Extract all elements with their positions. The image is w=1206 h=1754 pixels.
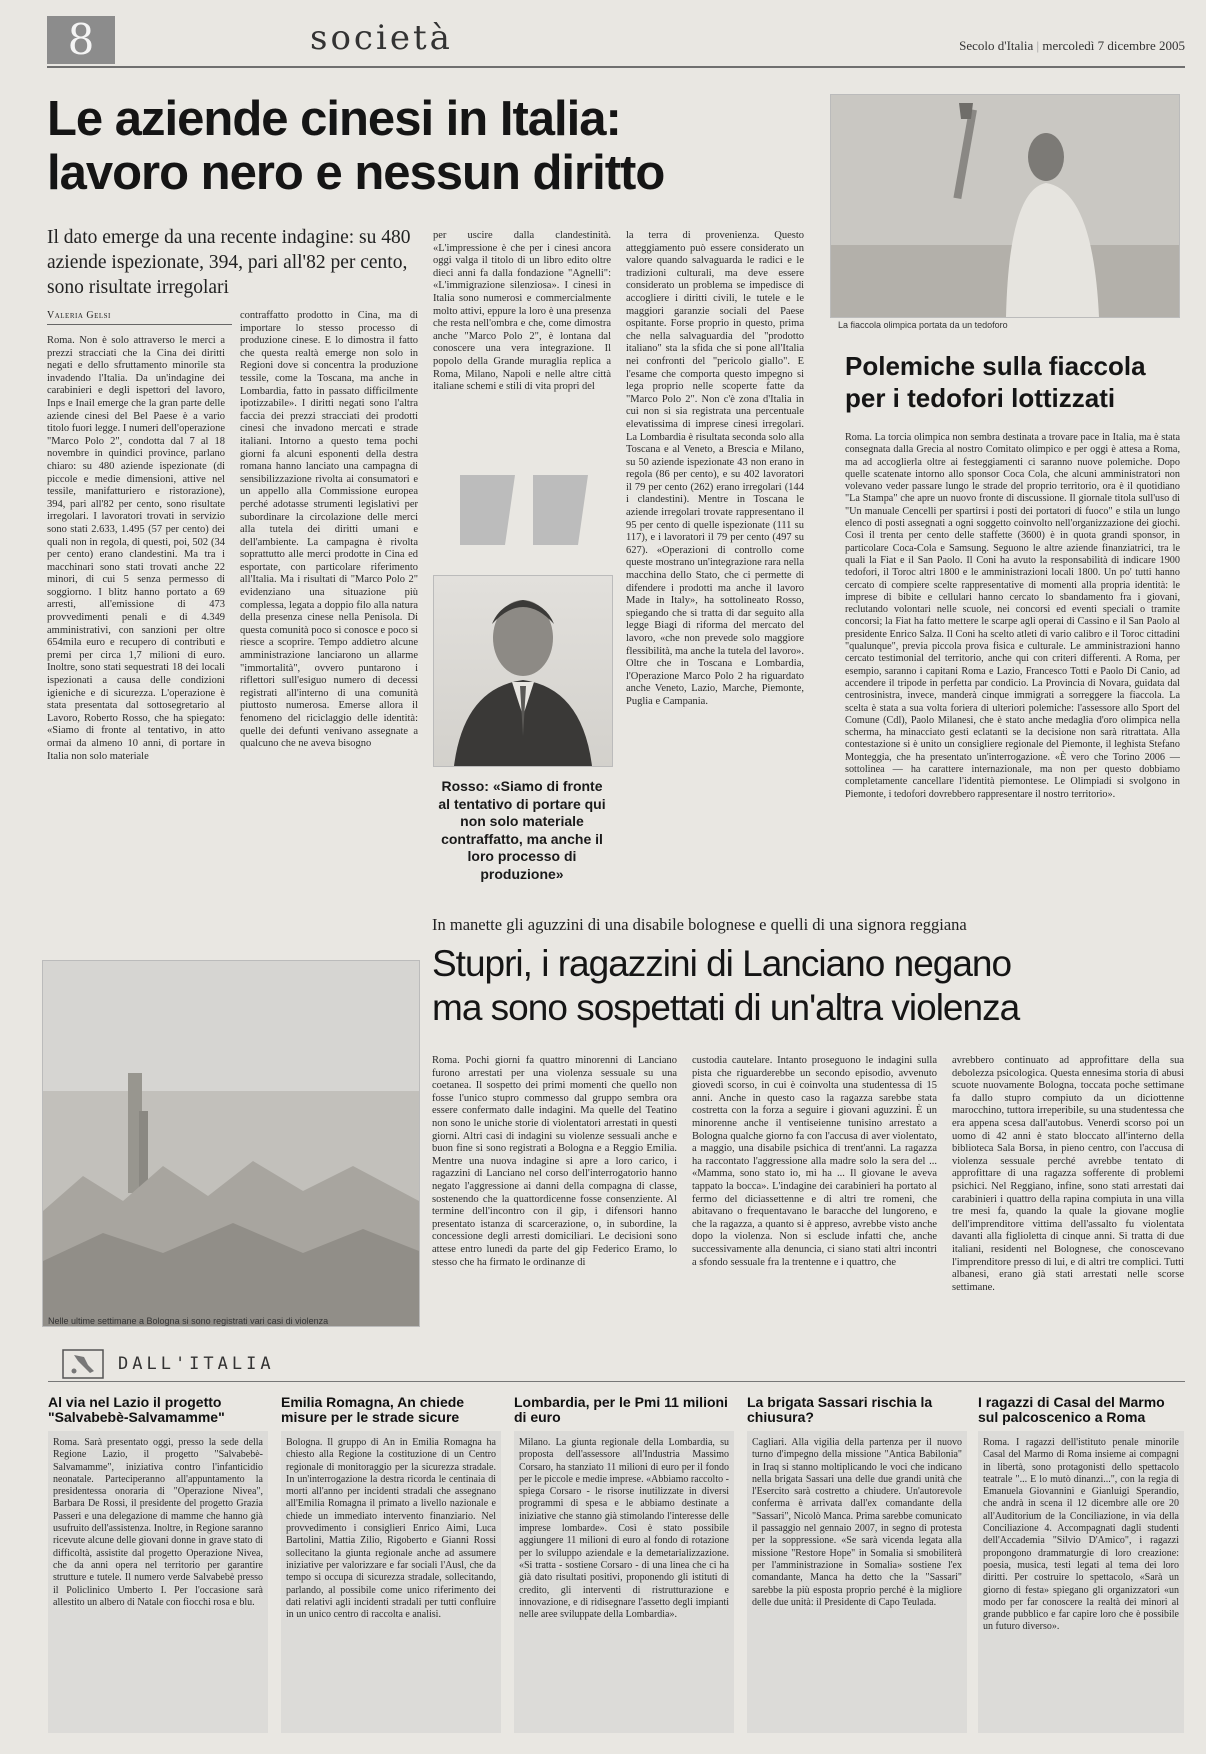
italy-map-icon [62, 1349, 104, 1383]
quote-mark-icon [455, 470, 605, 550]
brief-title: Lombardia, per le Pmi 11 milioni di euro [514, 1394, 728, 1425]
article2-column-1: Roma. Pochi giorni fa quattro minorenni di Lanciano furono arrestati per una violenza sessuale su una coetanea. Il sospetto dei primi momenti che quello non fosse l'unico stupro commesso dal gruppo sembra ora essere confermato dalle indagini. Ma quelle del Teatino non sono le uniche storie di violentatori arrestati in questi giorni. Altri casi di indagini su violenze sessuali anche e buon fine si sono registrati a Bologna e a Reggio Emilia. Mentre una nuova indagine si apre a loro carico, i ragazzini di Lanciano nel corso dell'interrogatorio hanno negato l'aggressione ai danni della compagna di classe, sostenendo che la quattordicenne fosse consenziente. Al termine dell'incontro con il gip, i difensori hanno presentato istanza di scarcerazione, o, in subordine, la concessione degli arresti domiciliari. Le decisioni sono attese entro lunedì da parte del gip Federico Eramo, lo stesso che ha firmato le ordinanze di [432, 1055, 677, 1268]
article1-column-4: la terra di provenienza. Questo atteggiamento può essere considerato un valore quando salvaguarda le radici e le tradizioni culturali, ma deve essere considerato un problema se impedisce di accogliere i diritti civili, le tutele e le maggiori garanzie sociali del Paese ospitante. Forse proprio in questo, prima che nella salvaguardia del "prodotto italiano" sta la sfida che si pone all'Italia nei confronti del "pericolo giallo". E l'esame che comporta questo impegno si lega proprio nelle scoperte fatte da "Marco Polo 2". Non c'è zona d'Italia in cui non si sia registrata una percentuale elevatissima di imprese cinesi irregolari. La Lombardia è risultata seconda solo alla Toscana e al Veneto, a Brescia e Milano, su 50 aziende ispezionate 43 non erano in regola (86 per cento), e su 402 lavoratori il 79 per cento (262) erano irregolari (144 i clandestini). Mentre in Toscana le aziende irregolari trovate rappresentano il 95 per cento di quelle ispezionate (111 su 117), e i lavoratori il 79 per cento (497 su 627). «Operazioni di controllo come queste mostrano un'integrazione rara nella macchina dello Stato, che ci permette di difendere i prodotti ma anche il lavoro Made in Italy», ha sottolineato Rosso, spiegando che si tratta di dar seguito alla legge Biagi di riforma del mercato del lavoro, «che non prevede solo maggiore flessibilità, ma anche la tutela del lavoro». Oltre che in Toscana e Lombardia, l'Operazione Marco Polo 2 ha riguardato anche Veneto, Lazio, Marche, Piemonte, Puglia e Campania. [626, 230, 804, 707]
portrait-photo [433, 575, 613, 767]
brief-text: Cagliari. Alla vigilia della partenza per il nuovo turno d'impegno della missione "Antica Babilonia" in Iraq si stanno moltiplicando le voci che indicano nella brigata Sassari una delle due grandi unità che l'Esercito sarà costretto a chiudere. Un'autorevole conferma è arrivata dall'ex comandante della "Sassari", Nicolò Manca. Prima sarebbe comunicato il passaggio nel gennaio 2007, in segno di protesta per la soppressione. «Se sarà vicenda legata alla missione "Restore Hope" in Somalia si smobiliterà per l'amministrazione in Somalia» sostiene l'ex comandante, Manca ha detto che la "Sassari" sarebbe la più esposta proprio perché è la migliore delle due unità: il Presidente di Capo Teulada. [747, 1431, 967, 1733]
torch-photo-caption: La fiaccola olimpica portata da un tedoforo [838, 320, 1008, 330]
section-title: società [310, 18, 453, 58]
torchbearer-photo [830, 94, 1180, 318]
article1-column-1: Roma. Non è solo attraverso le merci a prezzi stracciati che la Cina dei diritti negati e dello sfruttamento minorile sta invadendo l'Italia. Da un'indagine dei carabinieri e degli ispettori del lavoro, Inps e Inail emerge che la gran parte delle aziende cinesi del Bel Paese è a vario titolo fuori legge. I numeri dell'operazione "Marco Polo 2", condotta dal 7 al 18 novembre in quindici province, parlano chiaro: su 480 aziende ispezionate (di piccole e medie dimensioni, attive nel tessile, manifatturiero e ristorazione), 394, pari all'82 per cento, sono risultate irregolari. I lavoratori trovati in servizio sono stati 2.633, 1.495 (57 per cento) dei quali non in regola, di questi, poi, 502 (34 per cento) erano clandestini. Ma tra i macchinari sono stati trovati anche 22 minori, di cui 5 senza permesso di soggiorno. I blitz hanno portato a 69 arresti, all'emissione di 473 provvedimenti penali e di 4.349 amministrativi, con sanzioni per oltre 654mila euro e recupero di contributi e premi per circa 1,7 milioni di euro. Inoltre, sono stati sequestrati 18 dei locali ispezionati a causa delle condizioni igieniche e di sicurezza. L'operazione è stata presentata dal sottosegretario al Lavoro, Roberto Rosso, che ha spiegato: «Siamo di fronte al tentativo, in atto ormai da almeno 10 anni, di portare in Italia non solo materiale [47, 335, 225, 762]
brief-text: Bologna. Il gruppo di An in Emilia Romagna ha chiesto alla Regione la costituzione di un Centro regionale di monitoraggio per la sicurezza stradale. In un'interrogazione la destra ricorda le centinaia di morti all'anno per incidenti stradali che assegnano all'Emilia Romagna il primato a livello nazionale e chiede un immediato intervento finanziario. Nel provvedimento i consiglieri Enrico Aimi, Luca Bartolini, Mattia Zilio, Rigoberto e Gianni Rossi sollecitano la giunta regionale anche ad assumere iniziative per valorizzare e far sociali l'Ausl, che da tempo si occupa di sicurezza stradale, sollecitando, parlando, al possibile come unico riferimento dei dati relativi agli incidenti stradali per tutti confluire in un unico centro di raccolta e analisi. [281, 1431, 501, 1733]
bologna-photo-caption: Nelle ultime settimane a Bologna si sono registrati vari casi di violenza [48, 1316, 329, 1326]
pull-quote: Rosso: «Siamo di fronte al tentativo di portare qui non solo materiale contraffatto, ma anche il loro processo di produzione» [438, 778, 606, 882]
article1-column-3: per uscire dalla clandestinità. «L'impressione è che per i cinesi ancora oggi valga il titolo di un libro edito oltre dieci anni fa dalla fondazione "Agnelli": «L'immigrazione silenziosa». I cinesi in Italia sono numerosi e commercialmente molto attivi, eppure la loro è una presenza che resta nell'ombra e che, come dimostra anche "Marco Polo 2", è lontana dal conoscere una vera integrazione. Il popolo della Grande muraglia replica a Roma, Milano, Napoli e nelle altre città italiane schemi e stili di vita propri del [433, 230, 611, 393]
brief-title: I ragazzi di Casal del Marmo sul palcoscenico a Roma [978, 1394, 1165, 1425]
torch-text: Roma. La torcia olimpica non sembra destinata a trovare pace in Italia, ma è stata consegnata dalla Grecia al nostro Comitato olimpico e per oggi è attesa a Roma, ma ad accoglierla oltre ai festeggiamenti ci saranno nuove polemiche. Dopo quelle scatenate intorno allo sponsor Coca Cola, che alcuni amministratori non volevano veder passare lungo le strade del proprio territorio, ora è il quotidiano "La Stampa" che apre un nuovo fronte di discussione. Il giornale titola sull'uso di "Un manuale Cencelli per spartirsi i posti dei portatori di fuoco" e stila un lungo elenco di posti assegnati a ogni soggetto coinvolto nell'organizzazione dei giochi. Così il trenta per cento delle staffette (3600) è in quota grandi sponsor, in particolare Coca-Cola e Samsung. Seguono le altre aziende finanziatrici, tra le quali la Fiat e il San Paolo. Il Coni ha avuto la responsabilità di indicare 1900 tedofori, il Toroc altri 1800 e le amministrazioni locali 1800. Un po' tutti hanno cercato di compiere scelte rappresentative di momenti alla propria identità: le imprese di bibite e cellulari hanno cercato lo sbandamento fra i giovani, reclutando volontari nelle scuole, nei concorsi ed eventi speciali o tramite concorsi; la Fiat ha fatto mettere le scarpe agli operai di Cassino e il San Paolo al presidente Enrico Salza. Il Coni ha scelto atleti di vario calibro e il Toroc cittadini "qualunque", previa piccola prova fisica e culturale. Le amministrazioni hanno cercato testimonial del territorio, anche qui con criteri differenti. A Roma, per esempio, saranno i capitani Roma e Lazio, Francesco Totti e Paolo Di Canio, ad accendere il tripode in perfetta par condicio. La Provincia di Novara, guidata dal centrosinistra, invece, manderà cinque immigrati a sorreggere la fiaccola. La scelta è stata a sua volta foriera di ulteriori polemiche: l'assessore allo Sport del Comune (Cdl), Paolo Milanesi, che è stato anche medaglia d'oro olimpica nella scherma, ha minacciato gesti eclatanti se la decisione non sarà ritrattata. Alla contestazione si è unito un consigliere regionale del Piemonte, il leghista Stefano Monteggia, che ha presentato un'interrogazione. «È vero che Torino 2006 — sottolinea — ha carattere internazionale, ma non per questo dobbiamo completamente cancellare l'identità piemontese. Le Olimpiadi si svolgono in Piemonte, i tedofori dovrebbero rappresentare il nostro territorio». [845, 432, 1180, 800]
torch-headline-line1: Polemiche sulla fiaccola [845, 351, 1146, 381]
brief-casal-del-marmo [978, 1395, 1188, 1733]
brief-title: La brigata Sassari rischia la chiusura? [747, 1394, 933, 1425]
article2-headline [432, 942, 1192, 1030]
torch-headline [845, 350, 1185, 414]
byline-rule [47, 324, 232, 325]
brief-lazio [48, 1395, 268, 1733]
article1-headline-line2: lavoro nero e nessun diritto [47, 146, 665, 200]
article2-column-2: custodia cautelare. Intanto proseguono le indagini sulla pista che riguarderebbe un secondo episodio, avvenuto giovedì scorso, in cui è coinvolta una studentessa di 15 anni. Anche in questo caso la ragazza sarebbe stata costretta con la forza a seguire i giovani aguzzini. È un minorenne anche il ventiseienne tunisino arrestato a Bologna qualche giorno fa con l'accusa di aver violentato, a maggio, una disabile psichica di trent'anni. La ragazza ha raccontato l'aggressione alla madre solo la sera del ... «Mamma, sono stato io, mi ha ... Il giovane le aveva tappato la bocca». L'indagine dei carabinieri ha portato al fermo del diciassettenne e di altri tre romeni, che abitavano o frequentavano le baracche del lungoreno, e che la ragazza, a quanto si è appreso, avrebbe visto anche dopo la violenza. Non si esclude infatti che, anche successivamente alla denuncia, ci siano stati altri incontri a sfondo sessuale fra la trentenne e i quattro, che [692, 1055, 937, 1268]
brief-title: Al via nel Lazio il progetto "Salvabebè-Salvamamme" [48, 1394, 225, 1425]
article1-headline-line1: Le aziende cinesi in Italia: [47, 92, 621, 146]
masthead-line: Secolo d'Italia | mercoledì 7 dicembre 2005 [959, 38, 1185, 53]
article1-subtitle: Il dato emerge da una recente indagine: su 480 aziende ispezionate, 394, pari all'82 per cento, sono risultate irregolari [47, 227, 411, 298]
bologna-cityscape-photo [42, 960, 420, 1327]
section-band-label: DALL'ITALIA [118, 1354, 275, 1374]
article2-kicker: In manette gli aguzzini di una disabile bolognese e quelli di una signora reggiana [432, 915, 967, 934]
newspaper-name: Secolo d'Italia [959, 38, 1034, 53]
article2-headline-line2: ma sono sospettati di un'altra violenza [432, 987, 1020, 1028]
page-number: 8 [67, 15, 95, 64]
torch-headline-line2: per i tedofori lottizzati [845, 383, 1116, 413]
header-rule [47, 66, 1185, 68]
brief-lombardia [514, 1395, 734, 1733]
byline: Valeria Gelsi [47, 310, 111, 321]
brief-emilia-romagna [281, 1395, 501, 1733]
brief-text: Milano. La giunta regionale della Lombardia, su proposta dell'assessore all'Industria Massimo Corsaro, ha stanziato 11 milioni di euro per il fondo per le piccole e medie imprese. «Abbiamo raccolto - spiega Corsaro - le risorse inutilizzate in diversi programmi di spesa e le abbiamo destinate a iniziative che stanno già stimolando l'interesse delle imprese lombarde». Così è stato possibile aggiungere 11 milioni di euro al fondo di rotazione per lo sviluppo aziendale e la demetarializzazione. «Si tratta - sostiene Corsaro - di una linea che ci ha già dato risultati positivi, proponendo gli istituti di credito, gli interventi di ristrutturazione e innovazione, e di ridisegnare l'assetto degli impianti nelle aree sviluppate della Lombardia». [514, 1431, 734, 1733]
section-band [48, 1345, 1185, 1382]
brief-text: Roma. Sarà presentato oggi, presso la sede della Regione Lazio, il progetto "Salvabebè-Salvamamme", iniziativa contro l'infanticidio neonatale. Parteciperanno all'appuntamento la presidentessa onoraria di "Operazione Nivea", Barbara De Rossi, il presidente del progetto Grazia Passeri e una delegazione di mamme che hanno già usufruito dell'assistenza. Inoltre, in Regione saranno ricevute alcune delle giovani donne in grave stato di difficoltà, assistite dal progetto Operazione Nivea, che da anni opera nel territorio per garantire strutture e tutele. Il numero verde Salvabebè presso il Policlinico Umberto I. Per l'occasione sarà allestito un albero di Natale con fiocchi rosa e blu. [48, 1431, 268, 1733]
brief-sassari [747, 1395, 967, 1733]
article2-headline-line1: Stupri, i ragazzini di Lanciano negano [432, 943, 1012, 984]
article2-column-3: avrebbero continuato ad approfittare della sua debolezza psicologica. Questa ennesima storia di abusi scuote nuovamente Bologna, toccata poche settimane fa dallo stupro compiuto da un diciottenne marocchino, tuttora irreperibile, su una studentessa che era appena scesa dall'autobus. Venerdì scorso poi un uomo di 42 anni è stato bloccato all'interno della biblioteca Sala Borsa, in pieno centro, con l'accusa di violenza sessuale perché avrebbe tentato di approfittare di una ragazza sofferente di problemi psichici. Nel Reggiano, infine, sono stati arrestati dai carabinieri i quattro della rapina compiuta in una villa tre mesi fa, quando la quale la giovane moglie dell'imprenditore vittima dell'assalto fu violentata davanti alla figlioletta di cinque anni. Si tratta di due italiani, residenti nel Bolognese, che conoscevano l'imprenditore presso di lui, e di altri tre complici. Tutti albanesi, erano già stati arrestati nelle scorse settimane. [952, 1055, 1184, 1293]
brief-text: Roma. I ragazzi dell'istituto penale minorile Casal del Marmo di Roma insieme ai compagni in libertà, sono protagonisti dello spettacolo teatrale "... E lo mutò dinanzi...", con la regia di Emanuela Giovannini e Gianluigi Sperandio, che andrà in scena il 12 dicembre alle ore 20 all'Auditorium de la Conciliazione, in via della Conciliazione 4. Accompagnati dagli studenti dell'Accademia "Silvio D'Amico", i ragazzi propongono drammaturgie di loro creazione: poesia, musica, testi legati al tema dei loro diritti. Per costruire lo spettacolo, «Sarà un giorno di festa» spiegano gli organizzatori «un modo per far conoscere la realtà dei minori al grande pubblico e far capire loro che è possibile un futuro diverso». [978, 1431, 1184, 1733]
article1-byline [47, 310, 232, 325]
page-number-box [47, 16, 115, 64]
brief-title: Emilia Romagna, An chiede misure per le strade sicure [281, 1394, 465, 1425]
article1-column-2: contraffatto prodotto in Cina, ma di importare lo stesso processo di produzione cinese. E lo dimostra il fatto che questa realtà emerge non solo in Regioni dove si concentra la produzione tessile, come la Toscana, ma anche in Lombardia, fatto in passato difficilmente ipotizzabile». I diritti negati sono l'altra faccia dei prezzi stracciati dei prodotti cinesi che invadono mercati e strade italiani. Intorno a questo tema pochi giorni fa alcuni esponenti della destra romana hanno lanciato una campagna di sensibilizzazione rivolta ai consumatori e un appello alla Commissione europea perché adotasse strumenti legislativi per subordinare la circolazione delle merci alla tutela dei diritti umani e dell'ambiente. La campagna è rivolta soprattutto alle merci prodotte in Cina ed esportate, con particolare riferimento all'Italia. Ma i risultati di "Marco Polo 2" evidenziano una situazione più complessa, legata a doppio filo alla natura della presenza cinese nella Penisola. Di questa comunità poco si conosce e poco si riesce a scoprire. Tempo addietro alcune amministrazione lanciarono un allarme "immortalità", ovvero puntarono i riflettori sull'esiguo numero di decessi registrati all'interno di una comunità piuttosto numerosa. Emerse allora il fenomeno del riciclaggio delle identità: quelle dei defunti venivano assegnate a qualcuno che ne aveva bisogno [240, 310, 418, 750]
issue-date: mercoledì 7 dicembre 2005 [1042, 38, 1185, 53]
article1-headline [47, 92, 827, 200]
